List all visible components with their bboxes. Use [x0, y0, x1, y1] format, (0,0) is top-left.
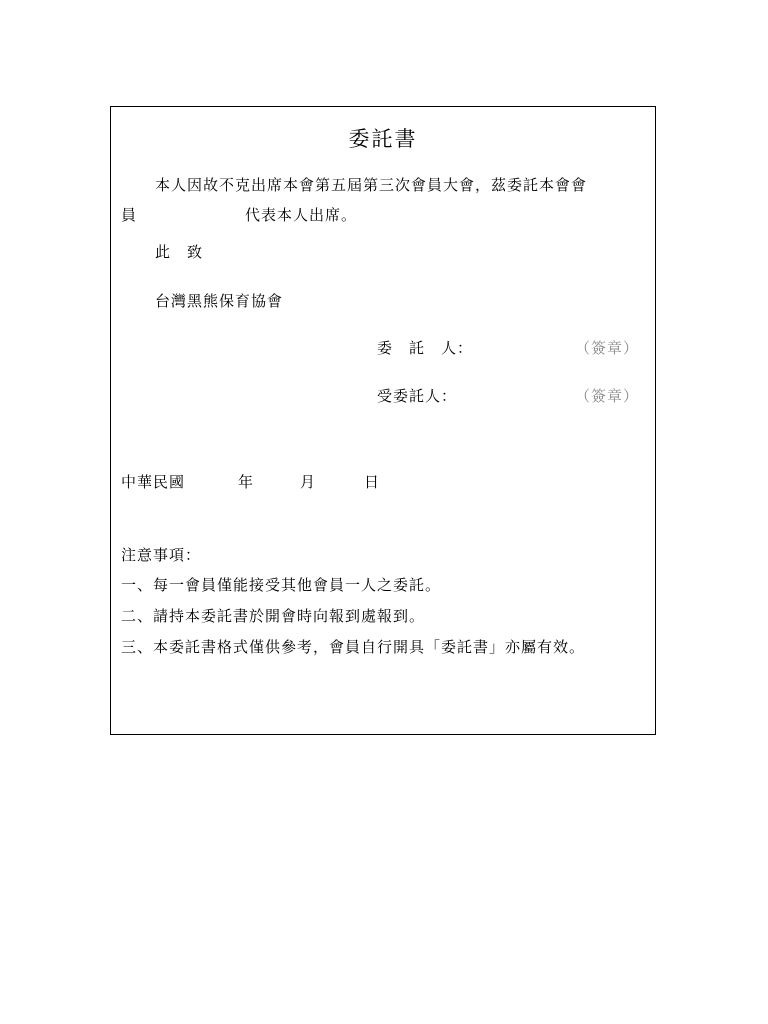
- date-era: 中華民國: [121, 473, 186, 491]
- document-title: 委託書: [348, 127, 418, 151]
- note-item-3: 三、本委託書格式僅供參考，會員自行開具「委託書」亦屬有效。: [121, 638, 586, 656]
- proxy-giver-label: 委 託 人：: [377, 339, 474, 357]
- closing-salutation: 此 致: [155, 243, 204, 261]
- body-line-2-end: 代表本人出席。: [245, 206, 358, 224]
- body-line-2-start: 員: [121, 206, 138, 224]
- date-month: 月: [300, 473, 317, 491]
- recipient-organization: 台灣黑熊保育協會: [155, 292, 284, 310]
- proxy-giver-seal: （簽章）: [575, 339, 640, 357]
- note-item-1: 一、每一會員僅能接受其他會員一人之委託。: [121, 576, 442, 594]
- proxy-receiver-label: 受委託人：: [377, 387, 458, 405]
- date-day: 日: [364, 473, 381, 491]
- proxy-receiver-seal: （簽章）: [575, 387, 640, 405]
- notes-heading: 注意事項：: [121, 546, 202, 564]
- proxy-form-frame: [110, 106, 656, 735]
- date-year: 年: [238, 473, 255, 491]
- body-line-1: 本人因故不克出席本會第五屆第三次會員大會，茲委託本會會: [155, 176, 588, 194]
- note-item-2: 二、請持本委託書於開會時向報到處報到。: [121, 607, 426, 625]
